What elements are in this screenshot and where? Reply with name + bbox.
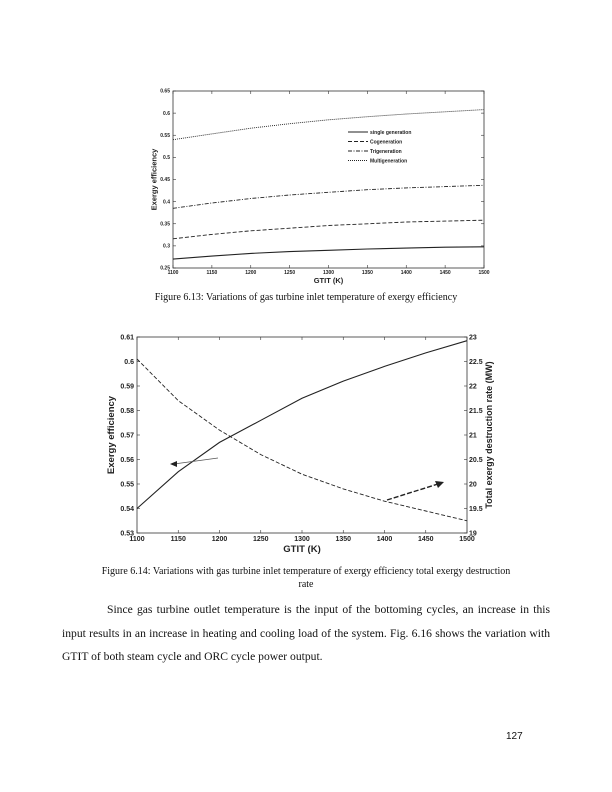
legend-entry: single generation — [370, 130, 412, 136]
x-tick-label: 1500 — [478, 270, 490, 276]
y-tick-label: 0.6 — [124, 358, 134, 366]
series-line-total-exergy-destruction-rate — [137, 359, 467, 521]
x-axis-label: GTIT (K) — [313, 276, 344, 285]
x-tick-label: 1150 — [206, 270, 218, 276]
x-tick-label: 1450 — [439, 270, 451, 276]
series-line-cogeneration — [173, 220, 484, 239]
body-paragraph: Since gas turbine outlet temperature is the input of the bottoming cycles, an increase in this input results in an increase in heating and cooling load of the system. Fig. 6.16 shows the variation with GTIT of both steam cycle and ORC cycle power output. — [62, 603, 550, 663]
x-tick-label: 1250 — [284, 270, 296, 276]
x-tick-label: 1300 — [294, 536, 310, 543]
figure-6-14-caption-line1: Figure 6.14: Variations with gas turbine inlet temperature of exergy efficiency total exergy destruction — [101, 566, 511, 577]
x-tick-label: 1100 — [167, 270, 179, 276]
y-right-tick-label: 19.5 — [469, 505, 483, 513]
x-tick-label: 1250 — [252, 536, 269, 543]
y-tick-label: 0.5 — [163, 155, 170, 162]
plot-frame-2 — [137, 337, 467, 533]
y-tick-label: 0.56 — [120, 456, 134, 464]
y-right-tick-label: 20 — [469, 481, 477, 489]
x-tick-label: 1300 — [322, 270, 335, 276]
x-tick-label: 1400 — [400, 270, 412, 276]
x-tick-label: 1200 — [245, 270, 257, 276]
y-tick-label: 0.58 — [120, 407, 134, 415]
y-right-tick-label: 22 — [469, 383, 477, 391]
x-tick-label: 1450 — [417, 536, 434, 543]
series-line-trigeneration — [173, 185, 484, 208]
y-right-tick-label: 23 — [469, 334, 477, 342]
y-tick-label: 0.55 — [120, 481, 134, 489]
y-axis-label: Exergy efficiency — [149, 148, 159, 211]
figure-6-13-caption: Figure 6.13: Variations of gas turbine inlet temperature of exergy efficiency — [154, 292, 458, 303]
y-right-tick-label: 21 — [469, 432, 477, 440]
x-tick-label: 1350 — [335, 536, 352, 543]
plot-frame-1 — [173, 91, 484, 268]
y-tick-label: 0.53 — [120, 530, 134, 538]
y-right-tick-label: 21.5 — [469, 407, 483, 415]
y-tick-label: 0.54 — [120, 505, 134, 513]
legend-entry: Multigeneration — [370, 158, 408, 165]
y-tick-label: 0.6 — [163, 110, 170, 117]
y-tick-label: 0.25 — [160, 265, 170, 272]
x-tick-label: 1350 — [361, 270, 373, 276]
y-tick-label: 0.59 — [120, 383, 134, 391]
y-right-tick-label: 20.5 — [469, 456, 483, 464]
arrowhead-left-icon — [170, 461, 177, 467]
series-line-single-generation — [173, 247, 484, 259]
x-tick-label: 1150 — [170, 536, 186, 543]
legend-entry: Trigeneration — [370, 149, 402, 155]
x-tick-label: 1200 — [211, 536, 228, 543]
y-right-tick-label: 22.5 — [469, 358, 483, 366]
y-tick-label: 0.3 — [163, 243, 170, 250]
figure-6-14-caption-line2: rate — [298, 579, 314, 590]
x-tick-label: 1500 — [459, 536, 475, 543]
page-number: 127 — [506, 731, 523, 742]
y-tick-label: 0.55 — [160, 132, 170, 139]
y-right-tick-label: 19 — [469, 530, 477, 538]
series-line-exergy-efficiency — [137, 341, 467, 509]
legend-entry: Cogeneration — [370, 139, 403, 146]
y-tick-label: 0.45 — [160, 177, 170, 184]
arrow-to-right-axis — [387, 484, 438, 500]
y-tick-label: 0.35 — [160, 221, 170, 228]
x-tick-label: 1400 — [376, 536, 393, 543]
x-tick-label: 1100 — [129, 536, 145, 543]
y-tick-label: 0.65 — [160, 88, 170, 95]
x-axis-label: GTIT (K) — [283, 544, 321, 555]
y-axis-label: Exergy efficiency — [105, 395, 117, 475]
y-tick-label: 0.4 — [163, 199, 170, 206]
y-right-axis-label: Total exergy destruction rate (MW) — [484, 361, 495, 509]
y-tick-label: 0.61 — [120, 334, 134, 342]
series-line-multigeneration — [173, 110, 484, 140]
y-tick-label: 0.57 — [120, 432, 134, 440]
